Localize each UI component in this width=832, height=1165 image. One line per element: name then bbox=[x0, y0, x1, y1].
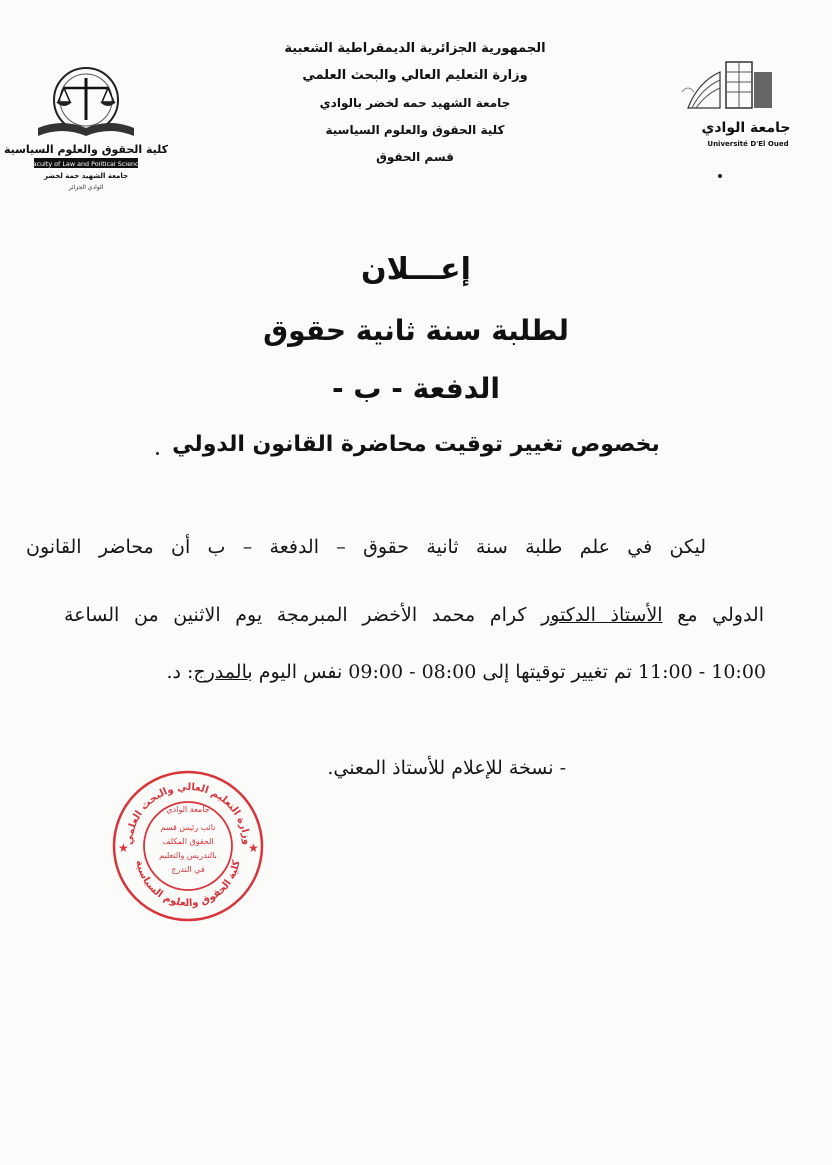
body-line-2 bbox=[64, 604, 764, 626]
body-line-2-start: الدولي مع bbox=[677, 604, 765, 626]
body-line-3 bbox=[116, 661, 766, 683]
stamp-inner-2: الحقوق المكلف bbox=[162, 837, 214, 846]
logo-left-sub1: جامعة الشهيد حمة لخضر bbox=[43, 172, 129, 180]
announcement-subject: بخصوص تغيير توقيت محاضرة القانون الدولي bbox=[172, 432, 660, 457]
lecture-hall-label: بالمدرج bbox=[193, 661, 253, 683]
header-university: جامعة الشهيد حمه لخضر بالوادي bbox=[319, 96, 511, 110]
faculty-law-logo-icon bbox=[3, 62, 169, 202]
announcement-title: إعـــلان bbox=[361, 252, 471, 287]
header-department: قسم الحقوق bbox=[376, 150, 454, 164]
official-stamp-icon bbox=[110, 768, 266, 924]
svg-text:★: ★ bbox=[118, 841, 129, 855]
professor-title: الأستاذ الدكتور bbox=[541, 604, 663, 626]
stamp-outer-top: وزارة التعليم العالي والبحث العلمي bbox=[123, 781, 253, 846]
logo-left-english-name: Faculty of Law and Political Science bbox=[29, 160, 143, 168]
svg-text:★: ★ bbox=[248, 841, 259, 855]
logo-left-sub2: الوادي الجزائر bbox=[68, 184, 104, 191]
stamp-outer-2: جامعة الوادي bbox=[166, 805, 210, 814]
body-line-3-start: 10:00 - 11:00 تم تغيير توقيتها إلى 08:00 - 09:00 نفس اليوم bbox=[258, 661, 766, 683]
logo-right-french-name: Université D'El Oued bbox=[707, 140, 789, 148]
announcement-group: الدفعة - ب - bbox=[331, 372, 501, 405]
logo-left-arabic-name: كلية الحقوق والعلوم السياسية bbox=[3, 143, 169, 156]
stamp-inner-4: في التدرج bbox=[171, 865, 205, 874]
stamp-inner-1: نائب رئيس قسم bbox=[160, 823, 216, 832]
logo-right-arabic-name: جامعة الوادي bbox=[701, 120, 791, 136]
university-el-oued-logo-icon bbox=[668, 52, 791, 152]
announcement-audience: لطلبة سنة ثانية حقوق bbox=[263, 314, 569, 347]
body-line-3-end: : د. bbox=[166, 661, 194, 683]
stamp-inner-3: بالتدريس والتعليم bbox=[159, 851, 217, 860]
institution-header bbox=[260, 40, 570, 175]
scan-speck bbox=[718, 174, 722, 178]
header-republic: الجمهورية الجزائرية الديمقراطية الشعبية bbox=[284, 41, 546, 56]
body-line-2-end: كرام محمد الأخضر المبرمجة يوم الاثنين من الساعة bbox=[64, 604, 527, 626]
stamp-outer-bottom: كلية الحقوق والعلوم السياسية bbox=[133, 859, 243, 910]
body-line-1: ليكن في علم طلبة سنة ثانية حقوق – الدفعة – ب أن محاضر القانون bbox=[26, 536, 706, 558]
copy-note: - نسخة للإعلام للأستاذ المعني. bbox=[327, 757, 566, 779]
header-ministry: وزارة التعليم العالي والبحث العلمي bbox=[302, 68, 528, 83]
header-faculty: كلية الحقوق والعلوم السياسية bbox=[325, 123, 505, 137]
